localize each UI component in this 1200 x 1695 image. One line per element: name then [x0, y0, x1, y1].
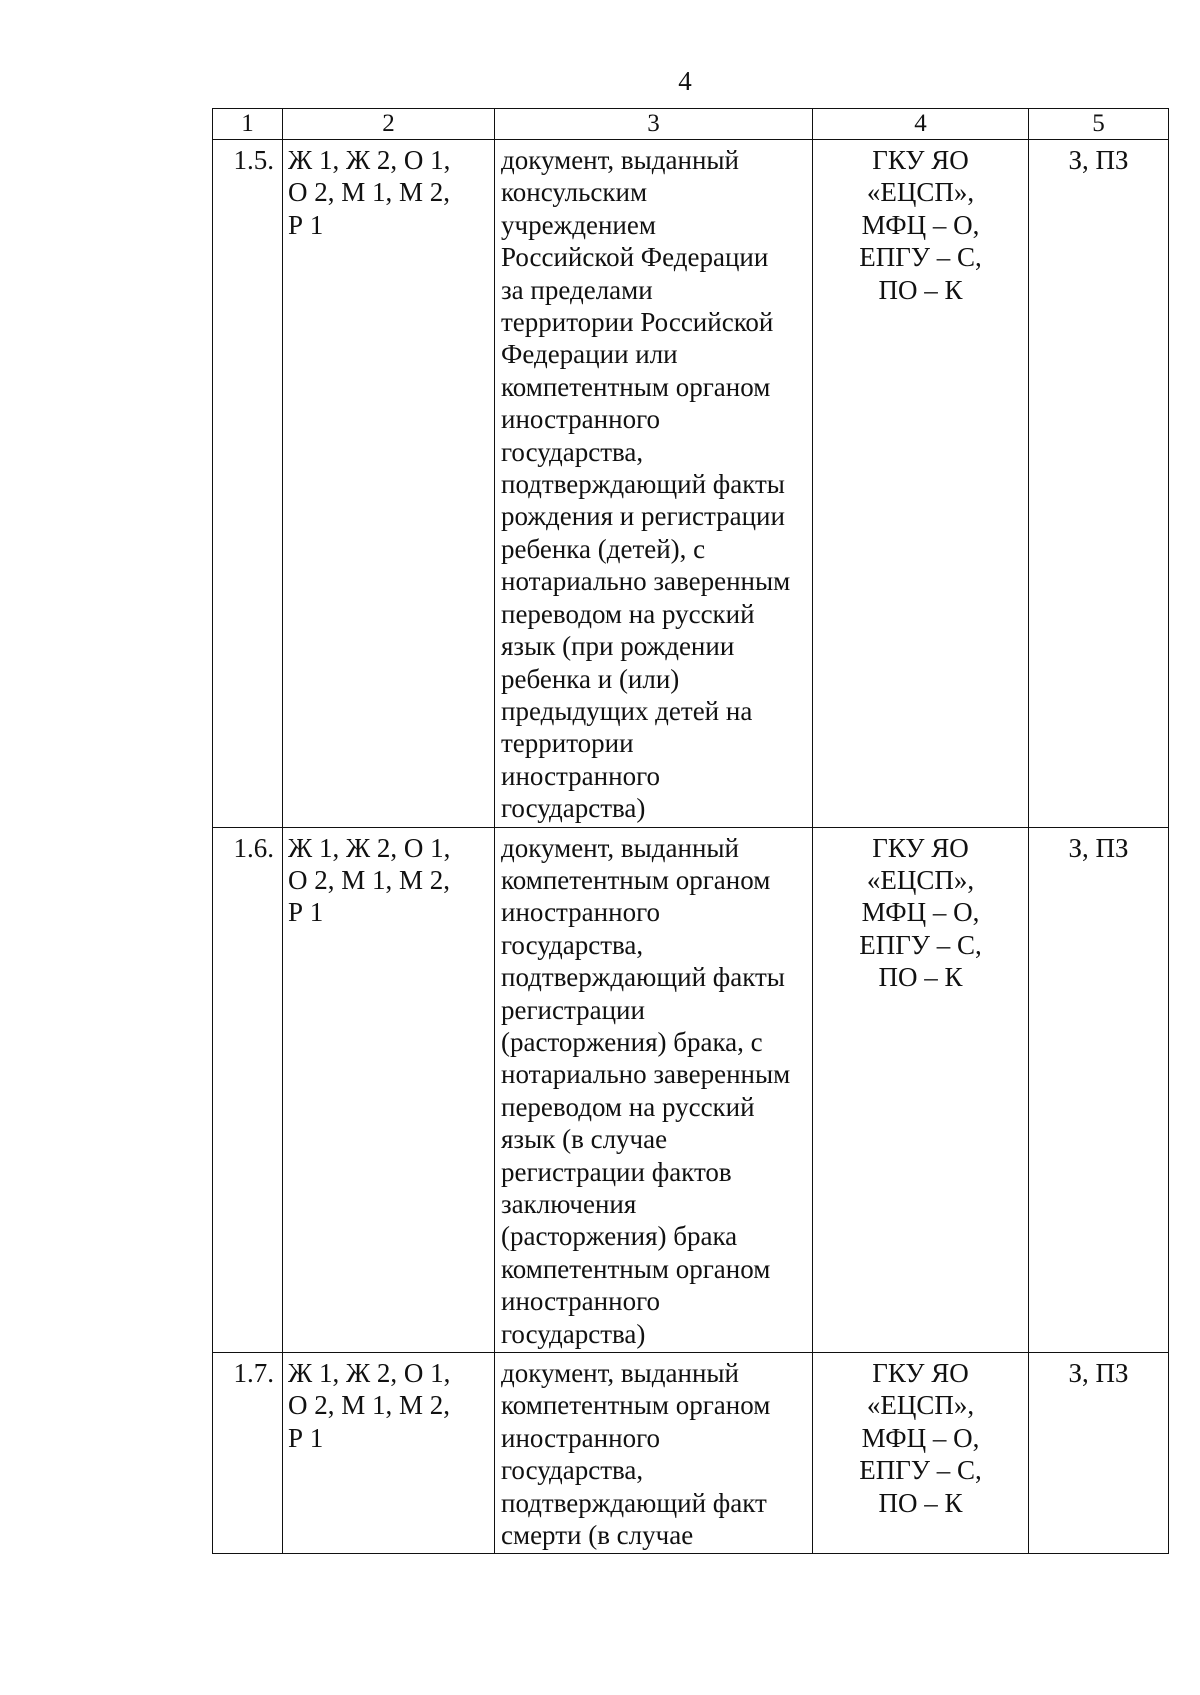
document-description-line: иностранного	[501, 760, 660, 791]
header-cell-1: 1	[213, 109, 283, 140]
document-description-line: язык (в случае	[501, 1124, 668, 1155]
submission-form-cell: З, ПЗ	[1029, 140, 1169, 828]
page-number: 4	[678, 66, 692, 96]
document-description-line: нотариально заверенным	[501, 1059, 791, 1090]
issuing-organization-line: МФЦ – О,	[861, 209, 980, 240]
issuing-organization-line: ГКУ ЯО	[872, 832, 969, 863]
header-cell-4: 4	[813, 109, 1029, 140]
issuing-organization-line: ПО – К	[878, 962, 963, 993]
category-codes-line: Р 1	[288, 897, 324, 928]
row-number-cell: 1.7.	[213, 1353, 283, 1554]
document-description-line: документ, выданный	[501, 145, 740, 175]
issuing-organization-line: ГКУ ЯО	[872, 145, 969, 175]
document-description-line: Российской Федерации	[501, 242, 769, 273]
document-description-line: иностранного	[501, 897, 660, 928]
category-codes-line: О 2, М 1, М 2,	[288, 864, 451, 895]
document-description-line: смерти (в случае	[501, 1520, 694, 1551]
document-description-line: регистрации фактов	[501, 1156, 732, 1187]
issuing-organization-line: «ЕЦСП»,	[866, 864, 975, 895]
document-description-line: (расторжения) брака	[501, 1221, 738, 1252]
document-description-line: рождения и регистрации	[501, 501, 785, 532]
document-description-line: государства,	[501, 436, 644, 467]
document-description-line: государства)	[501, 1318, 646, 1349]
category-codes-line: Ж 1, Ж 2, О 1,	[288, 832, 451, 863]
header-cell-5: 5	[1029, 109, 1169, 140]
category-codes-line: Ж 1, Ж 2, О 1,	[288, 145, 451, 175]
document-description-line: переводом на русский	[501, 1091, 755, 1122]
document-table	[212, 108, 1169, 1554]
category-codes-line: О 2, М 1, М 2,	[288, 1390, 451, 1421]
document-description-line: компетентным органом	[501, 1253, 771, 1284]
document-description-line: иностранного	[501, 1286, 660, 1317]
document-description-line: документ, выданный	[501, 832, 740, 863]
document-description-line: территории Российской	[501, 307, 774, 338]
issuing-organization-line: ГКУ ЯО	[872, 1358, 969, 1389]
table-header-row	[213, 109, 1169, 140]
document-description-cell	[495, 827, 813, 1353]
document-description-line: государства)	[501, 793, 646, 824]
issuing-organization-cell	[813, 1353, 1029, 1554]
document-description-line: консульским	[501, 177, 648, 208]
category-codes-cell	[283, 140, 495, 828]
document-description-line: компетентным органом	[501, 864, 771, 895]
issuing-organization-line: «ЕЦСП»,	[866, 1390, 975, 1421]
category-codes-cell	[283, 1353, 495, 1554]
issuing-organization-cell	[813, 140, 1029, 828]
document-description-line: Федерации или	[501, 339, 678, 370]
submission-form-cell: З, ПЗ	[1029, 1353, 1169, 1554]
document-description-line: иностранного	[501, 1422, 660, 1453]
category-codes-line: Р 1	[288, 209, 324, 240]
category-codes-line: Ж 1, Ж 2, О 1,	[288, 1358, 451, 1389]
document-description-line: за пределами	[501, 274, 653, 305]
row-number-cell: 1.6.	[213, 827, 283, 1353]
issuing-organization-line: МФЦ – О,	[861, 1422, 980, 1453]
issuing-organization-line: МФЦ – О,	[861, 897, 980, 928]
document-description-line: подтверждающий факты	[501, 469, 785, 500]
issuing-organization-line: «ЕЦСП»,	[866, 177, 975, 208]
document-description-line: ребенка и (или)	[501, 663, 680, 694]
document-description-line: компетентным органом	[501, 1390, 771, 1421]
document-description-line: документ, выданный	[501, 1358, 740, 1389]
table-row	[213, 1353, 1169, 1554]
document-description-cell	[495, 140, 813, 828]
document-description-line: язык (при рождении	[501, 631, 735, 662]
header-cell-3: 3	[495, 109, 813, 140]
document-description-line: нотариально заверенным	[501, 566, 791, 597]
table-row	[213, 140, 1169, 828]
issuing-organization-cell	[813, 827, 1029, 1353]
issuing-organization-line: ЕПГУ – С,	[859, 929, 982, 960]
document-description-line: подтверждающий факт	[501, 1487, 767, 1518]
document-description-line: подтверждающий факты	[501, 962, 785, 993]
document-description-line: компетентным органом	[501, 371, 771, 402]
row-number-cell: 1.5.	[213, 140, 283, 828]
document-description-cell	[495, 1353, 813, 1554]
document-description-line: территории	[501, 728, 634, 759]
document-description-line: государства,	[501, 929, 644, 960]
document-description-line: ребенка (детей), с	[501, 533, 706, 564]
document-description-line: регистрации	[501, 994, 645, 1025]
document-description-line: учреждением	[501, 209, 656, 240]
issuing-organization-line: ПО – К	[878, 274, 963, 305]
issuing-organization-line: ЕПГУ – С,	[859, 1455, 982, 1486]
category-codes-cell	[283, 827, 495, 1353]
document-description-line: заключения	[501, 1189, 637, 1219]
document-description-line: иностранного	[501, 404, 660, 435]
table-row	[213, 827, 1169, 1353]
category-codes-line: Р 1	[288, 1422, 324, 1453]
header-cell-2: 2	[283, 109, 495, 140]
submission-form-cell: З, ПЗ	[1029, 827, 1169, 1353]
issuing-organization-line: ПО – К	[878, 1487, 963, 1518]
document-description-line: (расторжения) брака, с	[501, 1026, 763, 1057]
document-description-line: переводом на русский	[501, 598, 755, 629]
document-description-line: предыдущих детей на	[501, 695, 753, 726]
issuing-organization-line: ЕПГУ – С,	[859, 242, 982, 273]
category-codes-line: О 2, М 1, М 2,	[288, 177, 451, 208]
document-description-line: государства,	[501, 1455, 644, 1486]
